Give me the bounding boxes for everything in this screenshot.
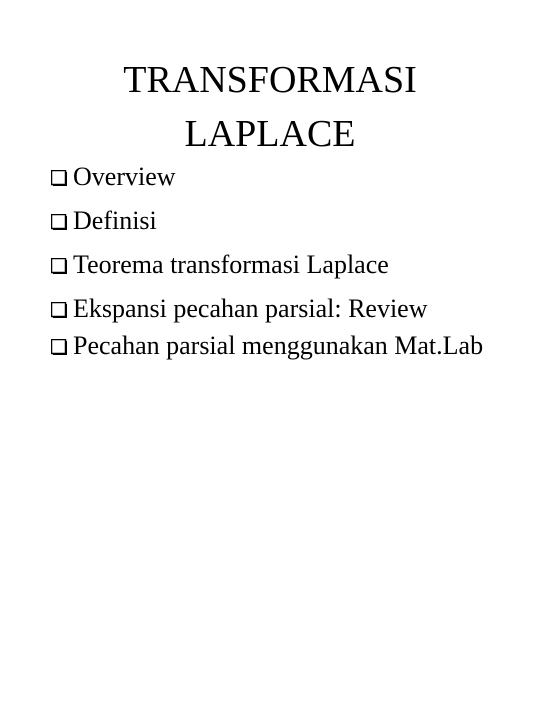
bullet-text: Overview (73, 162, 176, 191)
slide-title (0, 53, 540, 161)
bullet-item-definisi (50, 206, 520, 235)
bullet-item-overview (50, 162, 520, 191)
bullet-text: Ekspansi pecahan parsial: Review (73, 294, 428, 323)
checkbox-square-icon (50, 162, 70, 191)
bullet-text: Pecahan parsial menggunakan Mat.Lab (73, 331, 484, 360)
slide-title-line-2: LAPLACE (184, 113, 356, 156)
checkbox-square-icon (50, 250, 70, 279)
bullet-text: Definisi (73, 206, 157, 235)
bullet-item-teorema (50, 250, 520, 279)
checkbox-square-icon (50, 331, 70, 360)
checkbox-square-icon (50, 206, 70, 235)
bullet-item-pecahan-matlab (50, 331, 520, 360)
checkbox-square-icon (50, 294, 70, 323)
bullet-item-ekspansi (50, 294, 520, 323)
bullet-text: Teorema transformasi Laplace (73, 250, 389, 279)
bullet-list (50, 162, 520, 375)
slide-title-line-1: TRANSFORMASI (123, 59, 417, 102)
